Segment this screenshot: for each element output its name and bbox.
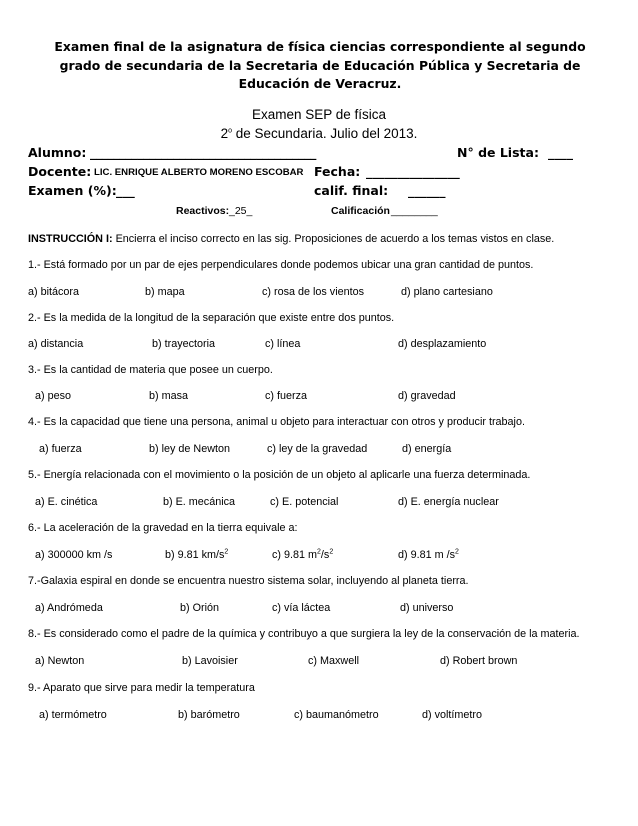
question-8: 8.- Es considerado como el padre de la química y contribuyo a que surgiera la ley de la conservación de la materia. xyxy=(28,628,580,640)
lista-field[interactable]: ____ xyxy=(548,145,573,160)
alumno-field[interactable]: ______________________________________ xyxy=(90,145,317,160)
q2-option-b[interactable]: b) trayectoria xyxy=(152,338,216,350)
calif-label: calif. final: xyxy=(314,183,389,198)
exam-title: Examen final de la asignatura de física ciencias correspondiente al segundo grado de secundaria de la Secretaria de Educación Pública y Secretaria de Educación de Veracruz. xyxy=(54,39,586,91)
q3-option-d[interactable]: d) gravedad xyxy=(398,390,456,402)
q6-option-d[interactable]: d) 9.81 m $/s^2$ xyxy=(398,548,459,561)
question-3: 3.- Es la cantidad de materia que posee un cuerpo. xyxy=(28,364,273,376)
calif-field[interactable]: ______ xyxy=(408,183,446,198)
reactivos-value: _25_ xyxy=(229,205,253,217)
q3-option-c[interactable]: c) fuerza xyxy=(265,390,308,402)
calificacion-field[interactable]: ________ xyxy=(391,205,438,217)
q6-option-c[interactable]: c) 9.81 $m^2/s^2$ xyxy=(272,548,334,561)
q9-option-c[interactable]: c) baumanómetro xyxy=(294,709,379,721)
q4-option-a[interactable]: a) fuerza xyxy=(39,443,82,455)
instruction: INSTRUCCIÓN I: Encierra el inciso correcto en las sig. Proposiciones de acuerdo a los temas vistos en clase. xyxy=(28,233,555,245)
fecha-field[interactable]: _______________ xyxy=(366,164,460,179)
question-2: 2.- Es la medida de la longitud de la separación que existe entre dos puntos. xyxy=(28,312,395,324)
question-4: 4.- Es la capacidad que tiene una persona, animal u objeto para interactuar con otros y producir trabajo. xyxy=(28,416,525,428)
docente-value: LIC. ENRIQUE ALBERTO MORENO ESCOBAR xyxy=(94,167,304,178)
q3-option-b[interactable]: b) masa xyxy=(149,390,189,402)
q9-option-d[interactable]: d) voltímetro xyxy=(422,709,482,721)
exam-grade-date: 2$^o$ de Secundaria. Julio del 2013. xyxy=(220,126,418,141)
calificacion-label: Calificación xyxy=(331,205,390,217)
q5-option-d[interactable]: d) E. energía nuclear xyxy=(398,496,499,508)
q1-option-b[interactable]: b) mapa xyxy=(145,286,185,298)
q8-option-c[interactable]: c) Maxwell xyxy=(308,655,359,667)
q1-option-c[interactable]: c) rosa de los vientos xyxy=(262,286,365,298)
reactivos-label: Reactivos: xyxy=(176,205,230,217)
exam-subtitle: Examen SEP de física xyxy=(251,107,387,122)
q8-option-b[interactable]: b) Lavoisier xyxy=(182,655,238,667)
question-6: 6.- La aceleración de la gravedad en la tierra equivale a: xyxy=(28,522,298,534)
q1-option-d[interactable]: d) plano cartesiano xyxy=(401,286,493,298)
question-7: 7.-Galaxia espiral en donde se encuentra nuestro sistema solar, incluyendo al planeta tierra. xyxy=(28,575,469,587)
lista-label: N° de Lista: xyxy=(457,145,539,160)
q2-option-d[interactable]: d) desplazamiento xyxy=(398,338,487,350)
question-5: 5.- Energía relacionada con el movimiento o la posición de un objeto al aplicarle una fuerza determinada. xyxy=(28,469,531,481)
q9-option-b[interactable]: b) barómetro xyxy=(178,709,240,721)
q1-option-a[interactable]: a) bitácora xyxy=(28,286,80,298)
q4-option-d[interactable]: d) energía xyxy=(402,443,452,455)
q4-option-c[interactable]: c) ley de la gravedad xyxy=(267,443,368,455)
q2-option-a[interactable]: a) distancia xyxy=(28,338,84,350)
examen-label: Examen (%): xyxy=(28,183,117,198)
question-1: 1.- Está formado por un par de ejes perpendiculares donde podemos ubicar una gran cantidad de puntos. xyxy=(28,259,534,271)
q4-option-b[interactable]: b) ley de Newton xyxy=(149,443,231,455)
q5-option-b[interactable]: b) E. mecánica xyxy=(163,496,236,508)
q3-option-a[interactable]: a) peso xyxy=(35,390,72,402)
docente-label: Docente: xyxy=(28,164,92,179)
question-9: 9.- Aparato que sirve para medir la temperatura xyxy=(28,682,255,694)
q8-option-d[interactable]: d) Robert brown xyxy=(440,655,518,667)
q7-option-a[interactable]: a) Andrómeda xyxy=(35,602,103,614)
q5-option-a[interactable]: a) E. cinética xyxy=(35,496,98,508)
q7-option-c[interactable]: c) vía láctea xyxy=(272,602,331,614)
q6-option-b[interactable]: b) 9.81 $km/s^2$ xyxy=(165,548,229,561)
q2-option-c[interactable]: c) línea xyxy=(265,338,301,350)
fecha-label: Fecha: xyxy=(314,164,361,179)
q6-option-a[interactable]: a) 300000 km /s xyxy=(35,549,113,561)
alumno-label: Alumno: xyxy=(28,145,87,160)
examen-field[interactable]: ___ xyxy=(116,183,135,198)
q8-option-a[interactable]: a) Newton xyxy=(35,655,85,667)
q7-option-b[interactable]: b) Orión xyxy=(180,602,220,614)
q7-option-d[interactable]: d) universo xyxy=(400,602,454,614)
q5-option-c[interactable]: c) E. potencial xyxy=(270,496,339,508)
q9-option-a[interactable]: a) termómetro xyxy=(39,709,107,721)
